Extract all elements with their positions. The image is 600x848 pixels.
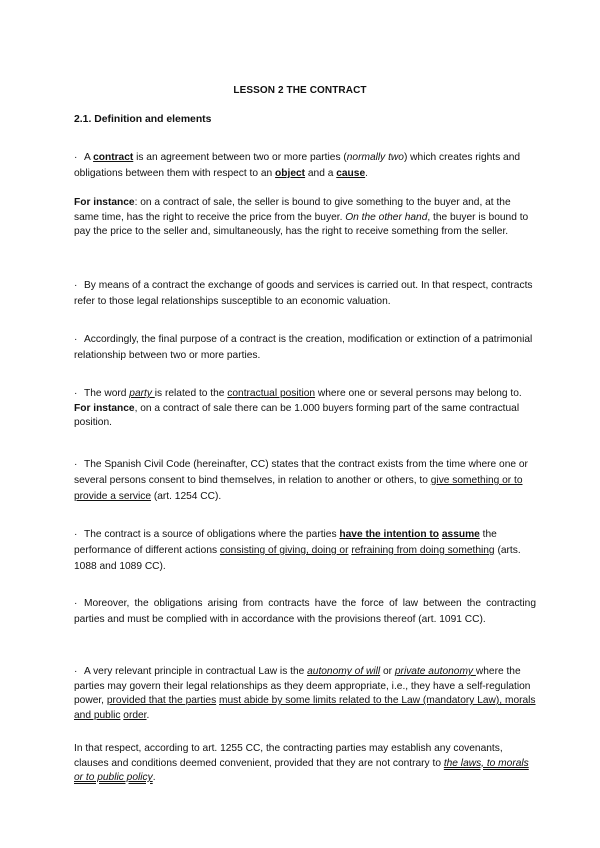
term-party: party (129, 388, 155, 399)
paragraph-party: · The word party is related to the contractual position where one or several persons may belong to. For instance, on a contract of sale there can be 1.000 buyers forming part of the same contractual position. (74, 388, 522, 429)
term-private-autonomy: private autonomy (394, 666, 476, 677)
paragraph-exchange: · By means of a contract the exchange of goods and services is carried out. In that respect, contracts refer to those legal relationships susceptible to an economic valuation. (74, 280, 533, 307)
paragraph-autonomy: · A very relevant principle in contractual Law is the autonomy of will or private autonomy where the parties may govern their legal relationships as they deem appropriate, i.e., they have a self-regulation power, provided that the parties must abide by some limits related to the Law (mandatory Law), morals and public order. (74, 666, 536, 721)
paragraph-purpose: · Accordingly, the final purpose of a contract is the creation, modification or extinction of a patrimonial relationship between two or more parties. (74, 334, 533, 361)
term-object: object (275, 168, 306, 179)
term-intention: have the intention to (339, 529, 440, 540)
paragraph-civil-code: · The Spanish Civil Code (hereinafter, CC) states that the contract exists from the time where one or several persons consent to bind themselves, in relation to another or others, to give something or to provide a service (art. 1254 CC). (74, 459, 528, 502)
page-title: LESSON 2 THE CONTRACT (233, 85, 367, 96)
term-assume: assume (441, 529, 480, 540)
paragraph-obligations: · The contract is a source of obligations where the parties have the intention to assume the performance of different actions consisting of giving, doing or refraining from doing something (arts. 1088 and 1089 CC). (74, 529, 521, 572)
term-consisting: consisting of giving, doing or (219, 545, 349, 556)
term-give-something: give something or to provide a service (74, 475, 523, 502)
section-heading: 2.1. Definition and elements (74, 114, 212, 125)
paragraph-force-of-law: · Moreover, the obligations arising from contracts have the force of law between the contracting parties and must be complied with in accordance with the provisions thereof (art. 1091 CC). (74, 598, 536, 625)
term-provided: provided that the parties (106, 695, 217, 707)
term-refraining: refraining from doing something (351, 545, 495, 556)
term-cause: cause (336, 168, 366, 179)
term-autonomy-of-will: autonomy of will (307, 666, 381, 677)
term-laws-morals: the laws, to morals or to public policy (74, 757, 529, 784)
bullet: · (74, 152, 78, 163)
term-contract: contract (93, 152, 134, 163)
paragraph-example: For instance: on a contract of sale, the seller is bound to give something to the buyer and, at the same time, has the right to receive the price from the buyer. On the other hand, the buyer is bound to pay the price to the seller and, simultaneously, has the right to receive something from the seller. (74, 197, 529, 238)
term-contractual-position: contractual position (227, 388, 316, 399)
paragraph-covenants: In that respect, according to art. 1255 CC, the contracting parties may establish any covenants, clauses and conditions deemed convenient, provided that they are not contrary to the laws, to morals or to public policy. (74, 743, 529, 784)
term-order: order (123, 709, 147, 721)
paragraph-definition: · A contract is an agreement between two or more parties (normally two) which creates rights and obligations between them with respect to an object and a cause. (74, 152, 521, 179)
term-must-abide: must abide by some limits related to the Law (mandatory Law), morals and public (74, 695, 536, 721)
